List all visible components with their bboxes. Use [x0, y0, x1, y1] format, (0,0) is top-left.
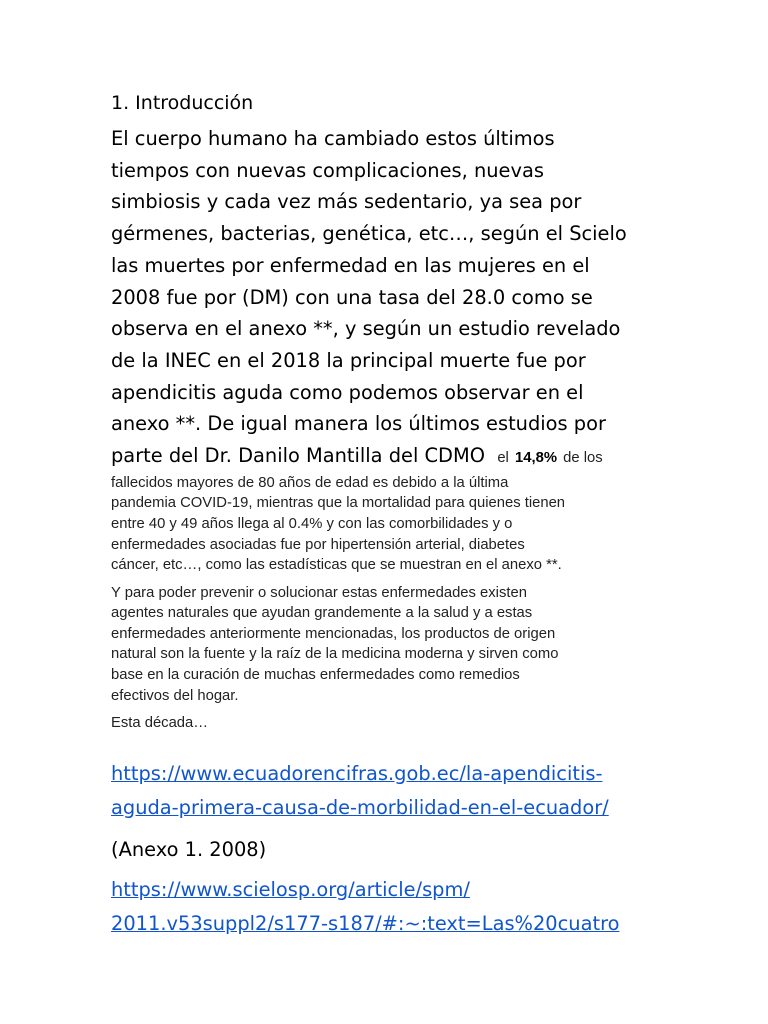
paragraph-line: pandemia COVID-19, mientras que la mortalidad para quienes tienen — [111, 495, 566, 512]
paragraph-line: gérmenes, bacterias, genética, etc…, según el Scielo — [111, 222, 627, 246]
paragraph-line: simbiosis y cada vez más sedentario, ya sea por — [111, 190, 582, 214]
ecuadorencifras-link[interactable] — [111, 757, 671, 825]
paragraph-line: apendicitis aguda como podemos observar en el — [111, 380, 584, 404]
link-line[interactable]: aguda-primera-causa-de-morbilidad-en-el-ecuador/ — [111, 795, 609, 819]
paragraph-mixed-line — [111, 440, 671, 475]
paragraph-line: fallecidos mayores de 80 años de edad es debido a la última — [111, 474, 509, 491]
paragraph-line: 2008 fue por (DM) con una tasa del 28.0 como se — [111, 285, 593, 309]
paragraph-text: parte del Dr. Danilo Mantilla del CDMO — [111, 444, 485, 468]
paragraph-line: Esta década… — [111, 715, 209, 732]
paragraph-line: Y para poder prevenir o solucionar estas enfermedades existen — [111, 584, 527, 601]
paragraph-line: El cuerpo humano ha cambiado estos últimos — [111, 127, 555, 150]
statistics-paragraph — [111, 473, 671, 576]
percentage-value: 14,8% — [515, 450, 557, 467]
paragraph-line: entre 40 y 49 años llega al 0.4% y con las comorbilidades y o — [111, 515, 513, 532]
paragraph-text-small: de los — [563, 450, 603, 467]
link-line[interactable]: 2011.v53suppl2/s177-s187/#:~:text=Las%20cuatro — [111, 911, 620, 935]
paragraph-line: agentes naturales que ayudan grandemente a la salud y a estas — [111, 605, 533, 622]
link-line[interactable]: https://www.ecuadorencifras.gob.ec/la-apendicitis- — [111, 761, 603, 785]
paragraph-text-small: el — [497, 450, 509, 467]
prevention-paragraph — [111, 583, 671, 707]
paragraph-line: de la INEC en el 2018 la principal muerte fue por — [111, 348, 586, 372]
paragraph-line: anexo **. De igual manera los últimos estudios por — [111, 412, 606, 436]
paragraph-line: tiempos con nuevas complicaciones, nuevas — [111, 158, 544, 182]
paragraph-line: observa en el anexo **, y según un estudio revelado — [111, 317, 621, 341]
paragraph-line: base en la curación de muchas enfermedades como remedios — [111, 667, 520, 684]
document-page — [111, 88, 671, 941]
paragraph-line: enfermedades asociadas fue por hipertensión arterial, diabetes — [111, 536, 525, 553]
paragraph-line: cáncer, etc…, como las estadísticas que se muestran en el anexo **. — [111, 557, 562, 574]
section-heading: 1. Introducción — [111, 92, 254, 114]
paragraph-line: natural son la fuente y la raíz de la medicina moderna y sirven como — [111, 646, 559, 663]
link-line[interactable]: https://www.scielosp.org/article/spm/ — [111, 877, 470, 901]
decade-paragraph — [111, 713, 671, 734]
paragraph-line: las muertes por enfermedad en las mujeres en el — [111, 253, 590, 277]
scielosp-link[interactable] — [111, 873, 671, 941]
paragraph-line: efectivos del hogar. — [111, 687, 239, 704]
intro-paragraph — [111, 123, 671, 475]
anexo-caption: (Anexo 1. 2008) — [111, 837, 267, 861]
paragraph-line: enfermedades anteriormente mencionadas, los productos de origen — [111, 625, 556, 642]
